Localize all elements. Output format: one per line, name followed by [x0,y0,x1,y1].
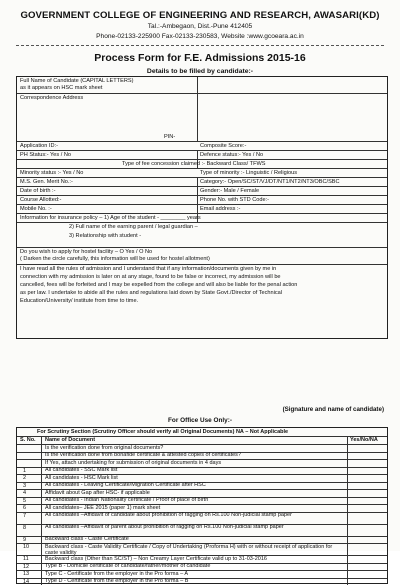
scrutiny-row-number: 13 [23,571,29,577]
scrutiny-row-document: All candidates - HSC Mark list [45,475,343,481]
declaration-line: connection with my admission is later on at any stage, found to be false or incorrect, my admission will be [20,274,281,280]
scrutiny-table [16,427,388,584]
scrutiny-row-document: Backward class (Other than SC/ST) – Non Creamy Layer Certificate valid up to 31-03-2016 [45,556,343,562]
scrutiny-row-answer-field[interactable] [348,504,388,512]
scrutiny-row-answer-field[interactable] [348,578,388,585]
scrutiny-row-document: All candidates - Indian Nationality certificate / Proof of place of birth [45,497,343,503]
minority-status-label: Minority status :- Yes / No [20,170,83,176]
defence-status-label: Defence status:- Yes / No [200,152,263,158]
col-sno-header: S. No. [20,437,36,443]
scrutiny-row-answer-field[interactable] [348,512,388,524]
scrutiny-row-number: 7 [23,513,26,519]
declaration-line: cancelled, fees will be forfeited and I may be expelled from the college and will also be liable for the penal action [20,282,297,288]
scrutiny-row-document: All candidates - SSC Mark list [45,467,343,473]
scrutiny-row-document: All candidates– JEE 2015 (paper 1) mark sheet [45,505,343,511]
scrutiny-row-document: Backward class - Caste Validity Certificate / Copy of Undertaking (Proforma H) with or without receipt of application for caste validity [45,544,343,556]
scrutiny-row-document: Type C - Certificate from the employer in the Pro forma – A [45,571,343,577]
composite-score-label: Composite Score:- [200,143,246,149]
scrutiny-row-document: Is the verification done from original documents? [45,445,343,451]
insurance-guardian: 2) Full name of the earning parent / legal guardian – [69,224,198,230]
declaration-line: as per law. I undertake to abide all the rules and regulations laid down by State Govt./Director of Technical [20,290,282,296]
form-title: Process Form for F.E. Admissions 2015-16 [0,52,400,64]
scrutiny-row-number: 3 [23,483,26,489]
scrutiny-row-document: Backward class - Caste Certificate [45,536,343,542]
scrutiny-row-answer-field[interactable] [348,459,388,467]
application-id-label: Application ID:- [20,143,58,149]
scrutiny-row-answer-field[interactable] [348,570,388,578]
col-doc-header: Name of Document [45,437,95,443]
category-label: Category:- Open/SC/ST/VJ/DT/NT1/NT2/NT3/OBC/SBC [200,179,340,185]
scrutiny-row-answer-field[interactable] [348,543,388,555]
pin-label: PIN- [164,134,175,140]
scrutiny-row-document: Type B - Domicile certificate of candidate/father/mother of candidate [45,563,343,569]
dob-label: Date of birth :- [20,188,55,194]
scrutiny-row-document: If Yes, attach undertaking for submission of original documents in 4 days [45,460,343,466]
candidate-signature-label: (Signature and name of candidate) [283,406,384,413]
scrutiny-row-answer-field[interactable] [348,444,388,452]
declaration-line: Education/University/ institute from time to time. [20,298,138,304]
correspondence-label: Correspondence Address [20,95,83,101]
college-contact: Phone-02133-225900 Fax-02133-230583, Website :www.gcoeara.ac.in [0,33,400,40]
scrutiny-row-document: All candidates –Affidavit of parent about prohibition of ragging on Rs.100 Non-judicial stamp paper [45,524,343,530]
email-label: Email address :- [200,206,240,212]
gender-label: Gender:- Male / Female [200,188,259,194]
college-name: GOVERNMENT COLLEGE OF ENGINEERING AND RESEARCH, AWASARI(KD) [0,10,400,21]
scrutiny-row-number: 9 [23,537,26,543]
scrutiny-row-document: All candidates - Leaving Certificate/Migration Certificate after HSC [45,482,343,488]
col-yes-header: Yes/No/NA [350,437,378,443]
scrutiny-row-answer-field[interactable] [348,482,388,490]
scrutiny-row-number: 5 [23,498,26,504]
scrutiny-row-answer-field[interactable] [348,563,388,571]
scrutiny-row-number: 4 [23,490,26,496]
scrutiny-row-document: All candidates –Affidavit of candidate about prohibition of ragging on Rs.100 Non-judicial stamp paper [45,512,343,518]
scrutiny-row-document: Affidavit about Gap after HSC- if applicable [45,490,343,496]
merit-no-label: M.S. Gen. Merit No.:- [20,179,73,185]
scrutiny-row-answer-field[interactable] [348,452,388,460]
correspondence-field[interactable] [198,93,388,141]
ph-status-label: PH Status:- Yes / No [20,152,71,158]
scrutiny-row-number: 8 [23,525,26,531]
scrutiny-row-answer-field[interactable] [348,555,388,563]
scrutiny-row-number: 10 [23,544,29,550]
phone-label: Phone No. with STD Code:- [200,197,269,203]
form-subtitle: Details to be filled by candidate:- [0,68,400,75]
insurance-age: Information for insurance policy – 1) Age of the student - ________ years [20,215,201,221]
full-name-field[interactable] [198,77,388,93]
full-name-label: Full Name of Candidate (CAPITAL LETTERS) [20,78,133,84]
course-label: Course Allotted:- [20,197,61,203]
scrutiny-row-number: 1 [23,468,26,474]
scrutiny-row-number: 12 [23,564,29,570]
scrutiny-row-answer-field[interactable] [348,489,388,497]
scrutiny-row-answer-field[interactable] [348,524,388,536]
full-name-hint: as it appears on HSC mark sheet [20,85,102,91]
scrutiny-row-number: 6 [23,505,26,511]
mobile-label: Mobile No. :- [20,206,52,212]
declaration-line: I have read all the rules of admission and I understand that if any information/documents given by me in [20,266,276,272]
scrutiny-row-number: 11 [23,556,29,562]
insurance-relationship: 3) Relationship with student - [69,233,141,239]
header-divider [16,45,384,46]
college-address: Tal.:-Ambegaon, Dist.-Pune 412405 [0,23,400,30]
scrutiny-heading: For Scrutiny Section (Scrutiny Officer should verify all Original Documents) NA – Not Applicable [37,429,288,435]
scrutiny-row-answer-field[interactable] [348,497,388,505]
scrutiny-row-document: Is the verification done from bonafide certificate & attested copies of certificates? [45,452,343,458]
hostel-question[interactable]: Do you wish to apply for hostel facility – O Yes / O No [20,249,152,255]
candidate-details-grid [16,76,388,339]
scrutiny-row-number: 14 [23,579,29,585]
minority-type-label: Type of minority :- Linguistic / Religious [200,170,297,176]
hostel-note: ( Darken the circle carefully, this information will be used for hostel allotment) [20,256,210,262]
scrutiny-row-answer-field[interactable] [348,474,388,482]
office-use-heading: For Office Use Only:- [0,417,400,424]
scrutiny-row-answer-field[interactable] [348,467,388,475]
fee-concession-label: Type of fee concession claimed :- Backward Class/ TFWS [122,161,266,167]
scrutiny-row-answer-field[interactable] [348,536,388,544]
scrutiny-row-number: 2 [23,475,26,481]
scrutiny-row-document: Type D - Certificate from the employer in the Pro forma – B [45,578,343,584]
